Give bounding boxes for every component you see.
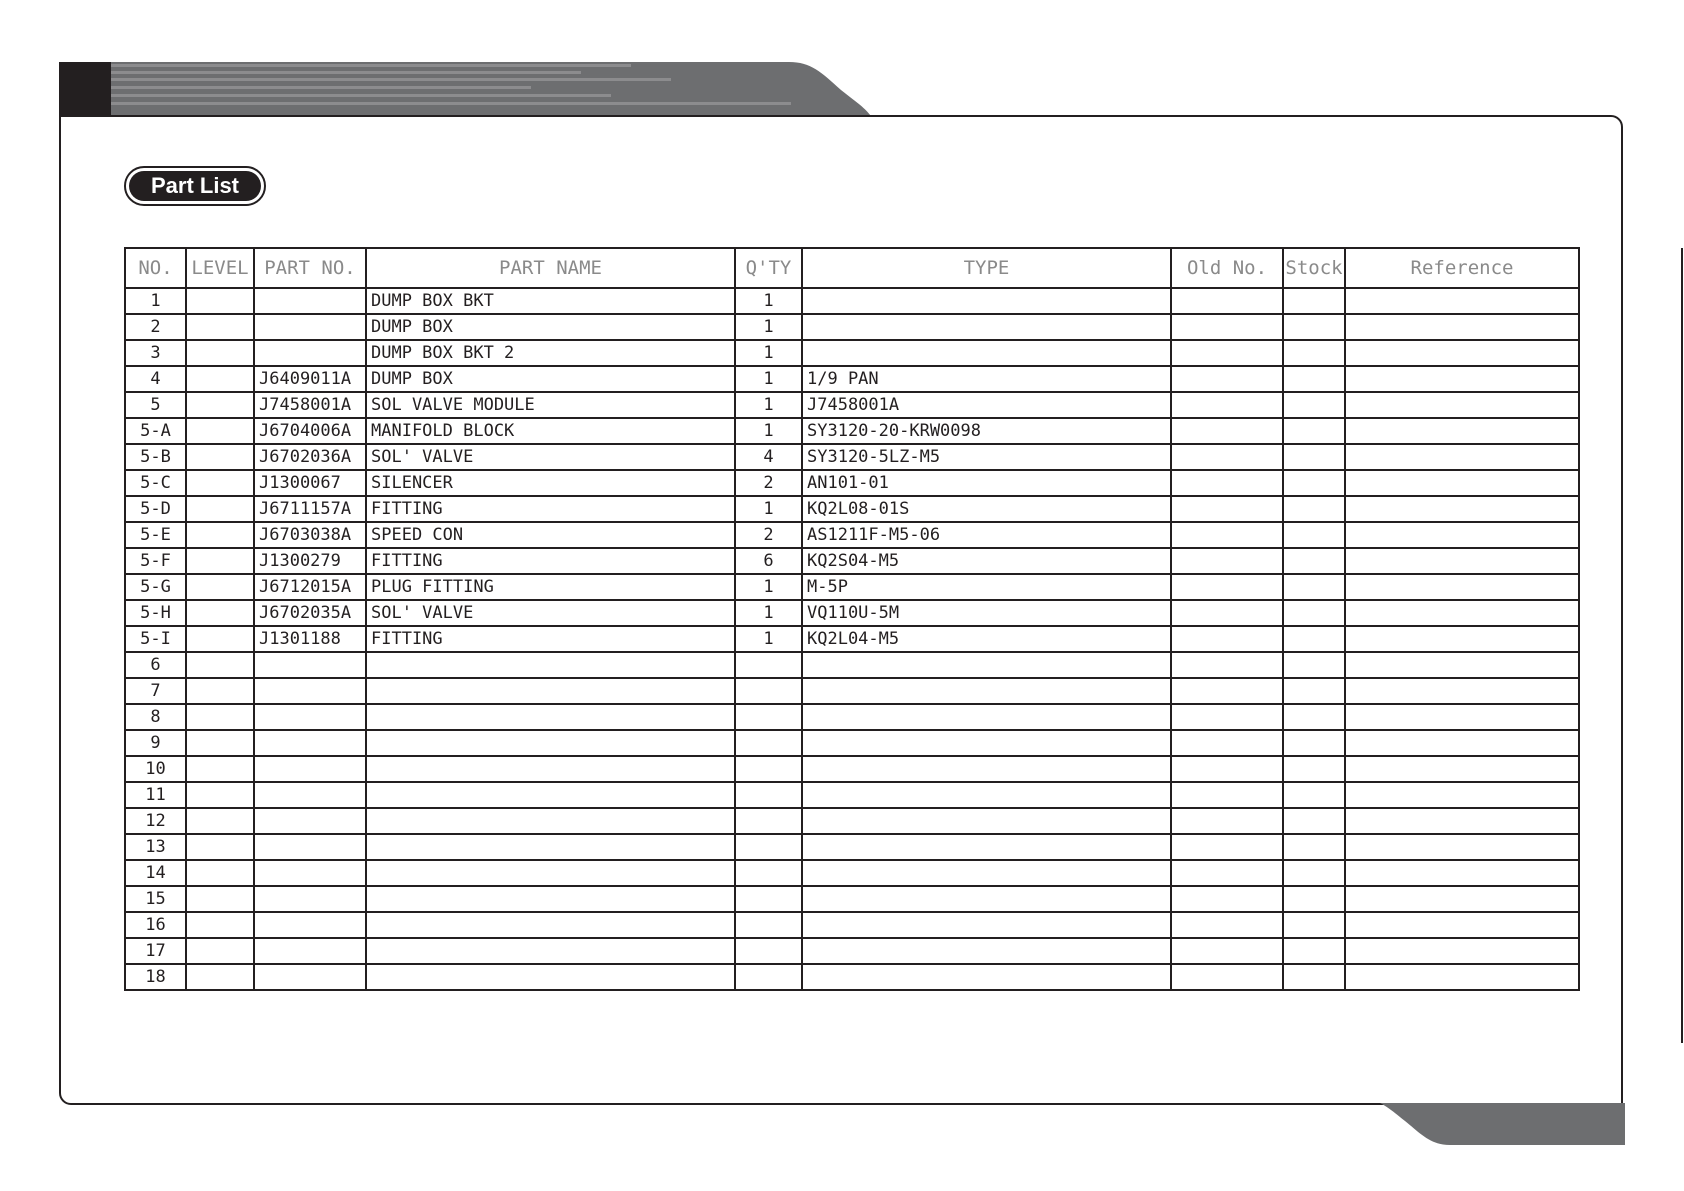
table-row xyxy=(125,366,1579,392)
cell-no: 7 xyxy=(125,678,186,704)
cell-part-no xyxy=(254,314,366,340)
cell-qty: 1 xyxy=(735,340,802,366)
cell-reference xyxy=(1345,288,1579,314)
cell-part-no xyxy=(254,860,366,886)
cell-reference xyxy=(1345,600,1579,626)
cell-part-name: FITTING xyxy=(366,548,735,574)
header-part-name: PART NAME xyxy=(366,248,735,288)
cell-qty: 6 xyxy=(735,548,802,574)
cell-stock xyxy=(1283,782,1345,808)
cell-part-name: PLUG FITTING xyxy=(366,574,735,600)
cell-part-no xyxy=(254,730,366,756)
cell-qty: 4 xyxy=(735,444,802,470)
cell-stock xyxy=(1283,340,1345,366)
header-type: TYPE xyxy=(802,248,1171,288)
cell-old-no xyxy=(1171,496,1283,522)
cell-part-name: MANIFOLD BLOCK xyxy=(366,418,735,444)
cell-qty: 2 xyxy=(735,470,802,496)
cell-part-no xyxy=(254,808,366,834)
cell-no: 5-E xyxy=(125,522,186,548)
cell-no: 6 xyxy=(125,652,186,678)
cell-part-no xyxy=(254,704,366,730)
cell-level xyxy=(186,782,254,808)
cell-qty xyxy=(735,730,802,756)
cell-level xyxy=(186,340,254,366)
cell-old-no xyxy=(1171,652,1283,678)
cell-no: 8 xyxy=(125,704,186,730)
cell-level xyxy=(186,678,254,704)
cell-stock xyxy=(1283,808,1345,834)
cell-old-no xyxy=(1171,392,1283,418)
cell-qty xyxy=(735,652,802,678)
cell-level xyxy=(186,912,254,938)
cell-stock xyxy=(1283,548,1345,574)
cell-stock xyxy=(1283,834,1345,860)
cell-old-no xyxy=(1171,548,1283,574)
cell-qty xyxy=(735,912,802,938)
table-row xyxy=(125,288,1579,314)
cell-no: 3 xyxy=(125,340,186,366)
cell-old-no xyxy=(1171,834,1283,860)
cell-part-no: J6703038A xyxy=(254,522,366,548)
cell-part-name xyxy=(366,704,735,730)
cell-old-no xyxy=(1171,470,1283,496)
cell-part-name xyxy=(366,964,735,990)
table-row xyxy=(125,444,1579,470)
header-qty: Q'TY xyxy=(735,248,802,288)
cell-old-no xyxy=(1171,756,1283,782)
cell-part-name xyxy=(366,886,735,912)
cell-old-no xyxy=(1171,444,1283,470)
table-row xyxy=(125,574,1579,600)
cell-old-no xyxy=(1171,626,1283,652)
cell-reference xyxy=(1345,704,1579,730)
cell-part-no: J6704006A xyxy=(254,418,366,444)
cell-stock xyxy=(1283,652,1345,678)
cell-part-name: DUMP BOX xyxy=(366,366,735,392)
cell-part-name: SILENCER xyxy=(366,470,735,496)
cell-type xyxy=(802,808,1171,834)
cell-no: 5-C xyxy=(125,470,186,496)
cell-no: 5-D xyxy=(125,496,186,522)
cell-old-no xyxy=(1171,574,1283,600)
table-row xyxy=(125,340,1579,366)
cell-stock xyxy=(1283,496,1345,522)
cell-qty: 1 xyxy=(735,626,802,652)
cell-reference xyxy=(1345,496,1579,522)
cell-stock xyxy=(1283,912,1345,938)
cell-old-no xyxy=(1171,340,1283,366)
cell-type: AN101-01 xyxy=(802,470,1171,496)
cell-reference xyxy=(1345,418,1579,444)
cell-no: 18 xyxy=(125,964,186,990)
cell-no: 9 xyxy=(125,730,186,756)
cell-level xyxy=(186,964,254,990)
cell-stock xyxy=(1283,600,1345,626)
cell-type xyxy=(802,782,1171,808)
cell-qty: 1 xyxy=(735,574,802,600)
cell-type xyxy=(802,288,1171,314)
cell-old-no xyxy=(1171,522,1283,548)
cell-part-name xyxy=(366,808,735,834)
cell-type xyxy=(802,730,1171,756)
cell-type xyxy=(802,314,1171,340)
cell-qty xyxy=(735,964,802,990)
cell-no: 17 xyxy=(125,938,186,964)
cell-level xyxy=(186,418,254,444)
parts-table xyxy=(124,247,1580,991)
cell-type xyxy=(802,834,1171,860)
cell-stock xyxy=(1283,418,1345,444)
cell-part-no xyxy=(254,938,366,964)
cell-part-no: J6712015A xyxy=(254,574,366,600)
cell-reference xyxy=(1345,314,1579,340)
cell-no: 1 xyxy=(125,288,186,314)
cell-part-no xyxy=(254,652,366,678)
cell-part-no: J7458001A xyxy=(254,392,366,418)
cell-old-no xyxy=(1171,938,1283,964)
table-row xyxy=(125,678,1579,704)
cell-level xyxy=(186,834,254,860)
cell-stock xyxy=(1283,392,1345,418)
table-row xyxy=(125,314,1579,340)
cell-old-no xyxy=(1171,964,1283,990)
part-list-label: Part List xyxy=(129,171,261,201)
table-header-row xyxy=(125,248,1579,288)
cell-part-name: FITTING xyxy=(366,626,735,652)
cell-reference xyxy=(1345,834,1579,860)
cell-reference xyxy=(1345,808,1579,834)
cell-part-no xyxy=(254,886,366,912)
table-row xyxy=(125,418,1579,444)
cell-type xyxy=(802,678,1171,704)
cell-old-no xyxy=(1171,418,1283,444)
table-row xyxy=(125,704,1579,730)
cell-no: 5-A xyxy=(125,418,186,444)
cell-part-name xyxy=(366,834,735,860)
footer-tab xyxy=(1380,1103,1625,1145)
cell-stock xyxy=(1283,522,1345,548)
cell-old-no xyxy=(1171,600,1283,626)
cell-qty xyxy=(735,834,802,860)
cell-no: 5-B xyxy=(125,444,186,470)
cell-part-no xyxy=(254,756,366,782)
cell-reference xyxy=(1345,444,1579,470)
page-edge-line xyxy=(1681,248,1683,1043)
cell-old-no xyxy=(1171,860,1283,886)
cell-type xyxy=(802,704,1171,730)
parts-table-body xyxy=(125,288,1579,990)
table-row xyxy=(125,808,1579,834)
cell-part-no xyxy=(254,834,366,860)
cell-type xyxy=(802,938,1171,964)
cell-reference xyxy=(1345,366,1579,392)
cell-part-no: J6702036A xyxy=(254,444,366,470)
cell-part-no: J6702035A xyxy=(254,600,366,626)
cell-level xyxy=(186,366,254,392)
cell-stock xyxy=(1283,860,1345,886)
cell-no: 5-F xyxy=(125,548,186,574)
cell-old-no xyxy=(1171,912,1283,938)
cell-old-no xyxy=(1171,314,1283,340)
cell-part-name: SOL' VALVE xyxy=(366,600,735,626)
table-row xyxy=(125,886,1579,912)
cell-stock xyxy=(1283,626,1345,652)
cell-part-no xyxy=(254,340,366,366)
header-stock: Stock xyxy=(1283,248,1345,288)
cell-qty xyxy=(735,808,802,834)
cell-part-no: J1301188 xyxy=(254,626,366,652)
cell-no: 12 xyxy=(125,808,186,834)
cell-part-name: DUMP BOX BKT xyxy=(366,288,735,314)
cell-qty: 1 xyxy=(735,600,802,626)
cell-old-no xyxy=(1171,288,1283,314)
cell-stock xyxy=(1283,756,1345,782)
cell-type: 1/9 PAN xyxy=(802,366,1171,392)
table-row xyxy=(125,938,1579,964)
cell-type xyxy=(802,756,1171,782)
cell-level xyxy=(186,548,254,574)
cell-part-no xyxy=(254,678,366,704)
cell-qty xyxy=(735,756,802,782)
header-tab-block xyxy=(59,62,111,116)
cell-reference xyxy=(1345,756,1579,782)
cell-old-no xyxy=(1171,730,1283,756)
cell-reference xyxy=(1345,730,1579,756)
cell-part-no xyxy=(254,964,366,990)
table-row xyxy=(125,730,1579,756)
cell-reference xyxy=(1345,886,1579,912)
header-no: NO. xyxy=(125,248,186,288)
cell-level xyxy=(186,470,254,496)
table-row xyxy=(125,522,1579,548)
cell-part-no xyxy=(254,782,366,808)
cell-no: 2 xyxy=(125,314,186,340)
cell-type: KQ2L08-01S xyxy=(802,496,1171,522)
cell-part-name xyxy=(366,912,735,938)
cell-type: J7458001A xyxy=(802,392,1171,418)
cell-no: 5-I xyxy=(125,626,186,652)
table-row xyxy=(125,470,1579,496)
cell-part-no: J6409011A xyxy=(254,366,366,392)
cell-level xyxy=(186,626,254,652)
cell-type: SY3120-5LZ-M5 xyxy=(802,444,1171,470)
cell-qty: 1 xyxy=(735,392,802,418)
header-part-no: PART NO. xyxy=(254,248,366,288)
cell-no: 5-G xyxy=(125,574,186,600)
cell-type xyxy=(802,964,1171,990)
cell-level xyxy=(186,704,254,730)
cell-reference xyxy=(1345,964,1579,990)
table-row xyxy=(125,548,1579,574)
cell-stock xyxy=(1283,366,1345,392)
cell-reference xyxy=(1345,938,1579,964)
cell-stock xyxy=(1283,964,1345,990)
cell-stock xyxy=(1283,938,1345,964)
cell-reference xyxy=(1345,678,1579,704)
cell-type xyxy=(802,886,1171,912)
cell-level xyxy=(186,860,254,886)
cell-reference xyxy=(1345,782,1579,808)
cell-no: 5-H xyxy=(125,600,186,626)
table-row xyxy=(125,860,1579,886)
cell-type: M-5P xyxy=(802,574,1171,600)
table-row xyxy=(125,782,1579,808)
cell-part-name: FITTING xyxy=(366,496,735,522)
cell-part-name: SOL' VALVE xyxy=(366,444,735,470)
cell-part-no: J1300067 xyxy=(254,470,366,496)
cell-qty: 1 xyxy=(735,288,802,314)
cell-no: 11 xyxy=(125,782,186,808)
table-row xyxy=(125,652,1579,678)
cell-level xyxy=(186,808,254,834)
cell-old-no xyxy=(1171,886,1283,912)
cell-type: SY3120-20-KRW0098 xyxy=(802,418,1171,444)
cell-type xyxy=(802,912,1171,938)
table-row xyxy=(125,626,1579,652)
table-row xyxy=(125,834,1579,860)
cell-qty xyxy=(735,938,802,964)
cell-type: AS1211F-M5-06 xyxy=(802,522,1171,548)
cell-reference xyxy=(1345,626,1579,652)
cell-part-name xyxy=(366,652,735,678)
table-row xyxy=(125,912,1579,938)
cell-no: 14 xyxy=(125,860,186,886)
cell-part-name: DUMP BOX xyxy=(366,314,735,340)
cell-stock xyxy=(1283,730,1345,756)
cell-part-name: DUMP BOX BKT 2 xyxy=(366,340,735,366)
cell-no: 5 xyxy=(125,392,186,418)
cell-qty xyxy=(735,678,802,704)
cell-stock xyxy=(1283,288,1345,314)
table-row xyxy=(125,392,1579,418)
cell-reference xyxy=(1345,548,1579,574)
cell-reference xyxy=(1345,522,1579,548)
cell-level xyxy=(186,756,254,782)
cell-no: 4 xyxy=(125,366,186,392)
cell-no: 13 xyxy=(125,834,186,860)
cell-qty xyxy=(735,782,802,808)
cell-level xyxy=(186,938,254,964)
header-old-no: Old No. xyxy=(1171,248,1283,288)
cell-reference xyxy=(1345,392,1579,418)
table-row xyxy=(125,496,1579,522)
cell-level xyxy=(186,314,254,340)
cell-level xyxy=(186,522,254,548)
cell-reference xyxy=(1345,340,1579,366)
cell-level xyxy=(186,496,254,522)
cell-stock xyxy=(1283,886,1345,912)
cell-part-no: J6711157A xyxy=(254,496,366,522)
cell-part-name xyxy=(366,782,735,808)
cell-level xyxy=(186,652,254,678)
cell-level xyxy=(186,392,254,418)
table-row xyxy=(125,600,1579,626)
cell-stock xyxy=(1283,444,1345,470)
header-reference: Reference xyxy=(1345,248,1579,288)
cell-qty xyxy=(735,860,802,886)
cell-reference xyxy=(1345,470,1579,496)
cell-stock xyxy=(1283,678,1345,704)
cell-no: 15 xyxy=(125,886,186,912)
cell-old-no xyxy=(1171,678,1283,704)
cell-type xyxy=(802,652,1171,678)
header-level: LEVEL xyxy=(186,248,254,288)
cell-reference xyxy=(1345,912,1579,938)
cell-part-no: J1300279 xyxy=(254,548,366,574)
cell-part-no xyxy=(254,288,366,314)
cell-old-no xyxy=(1171,366,1283,392)
cell-level xyxy=(186,574,254,600)
cell-stock xyxy=(1283,470,1345,496)
cell-reference xyxy=(1345,574,1579,600)
cell-part-name xyxy=(366,860,735,886)
cell-part-name xyxy=(366,938,735,964)
cell-old-no xyxy=(1171,782,1283,808)
table-row xyxy=(125,756,1579,782)
part-list-badge xyxy=(124,166,266,206)
cell-type: VQ110U-5M xyxy=(802,600,1171,626)
cell-type: KQ2S04-M5 xyxy=(802,548,1171,574)
cell-level xyxy=(186,886,254,912)
cell-no: 10 xyxy=(125,756,186,782)
table-row xyxy=(125,964,1579,990)
cell-reference xyxy=(1345,860,1579,886)
cell-qty: 1 xyxy=(735,314,802,340)
cell-qty: 1 xyxy=(735,418,802,444)
cell-type: KQ2L04-M5 xyxy=(802,626,1171,652)
cell-qty xyxy=(735,886,802,912)
cell-part-name xyxy=(366,756,735,782)
cell-part-name: SOL VALVE MODULE xyxy=(366,392,735,418)
cell-type xyxy=(802,860,1171,886)
cell-stock xyxy=(1283,704,1345,730)
cell-old-no xyxy=(1171,704,1283,730)
cell-qty xyxy=(735,704,802,730)
header-tab-stripes xyxy=(111,62,871,116)
cell-level xyxy=(186,288,254,314)
cell-qty: 1 xyxy=(735,366,802,392)
cell-part-name xyxy=(366,730,735,756)
cell-reference xyxy=(1345,652,1579,678)
cell-level xyxy=(186,730,254,756)
cell-part-name: SPEED CON xyxy=(366,522,735,548)
cell-qty: 2 xyxy=(735,522,802,548)
cell-part-no xyxy=(254,912,366,938)
cell-level xyxy=(186,600,254,626)
cell-old-no xyxy=(1171,808,1283,834)
cell-level xyxy=(186,444,254,470)
cell-no: 16 xyxy=(125,912,186,938)
cell-qty: 1 xyxy=(735,496,802,522)
cell-part-name xyxy=(366,678,735,704)
cell-stock xyxy=(1283,314,1345,340)
cell-stock xyxy=(1283,574,1345,600)
cell-type xyxy=(802,340,1171,366)
